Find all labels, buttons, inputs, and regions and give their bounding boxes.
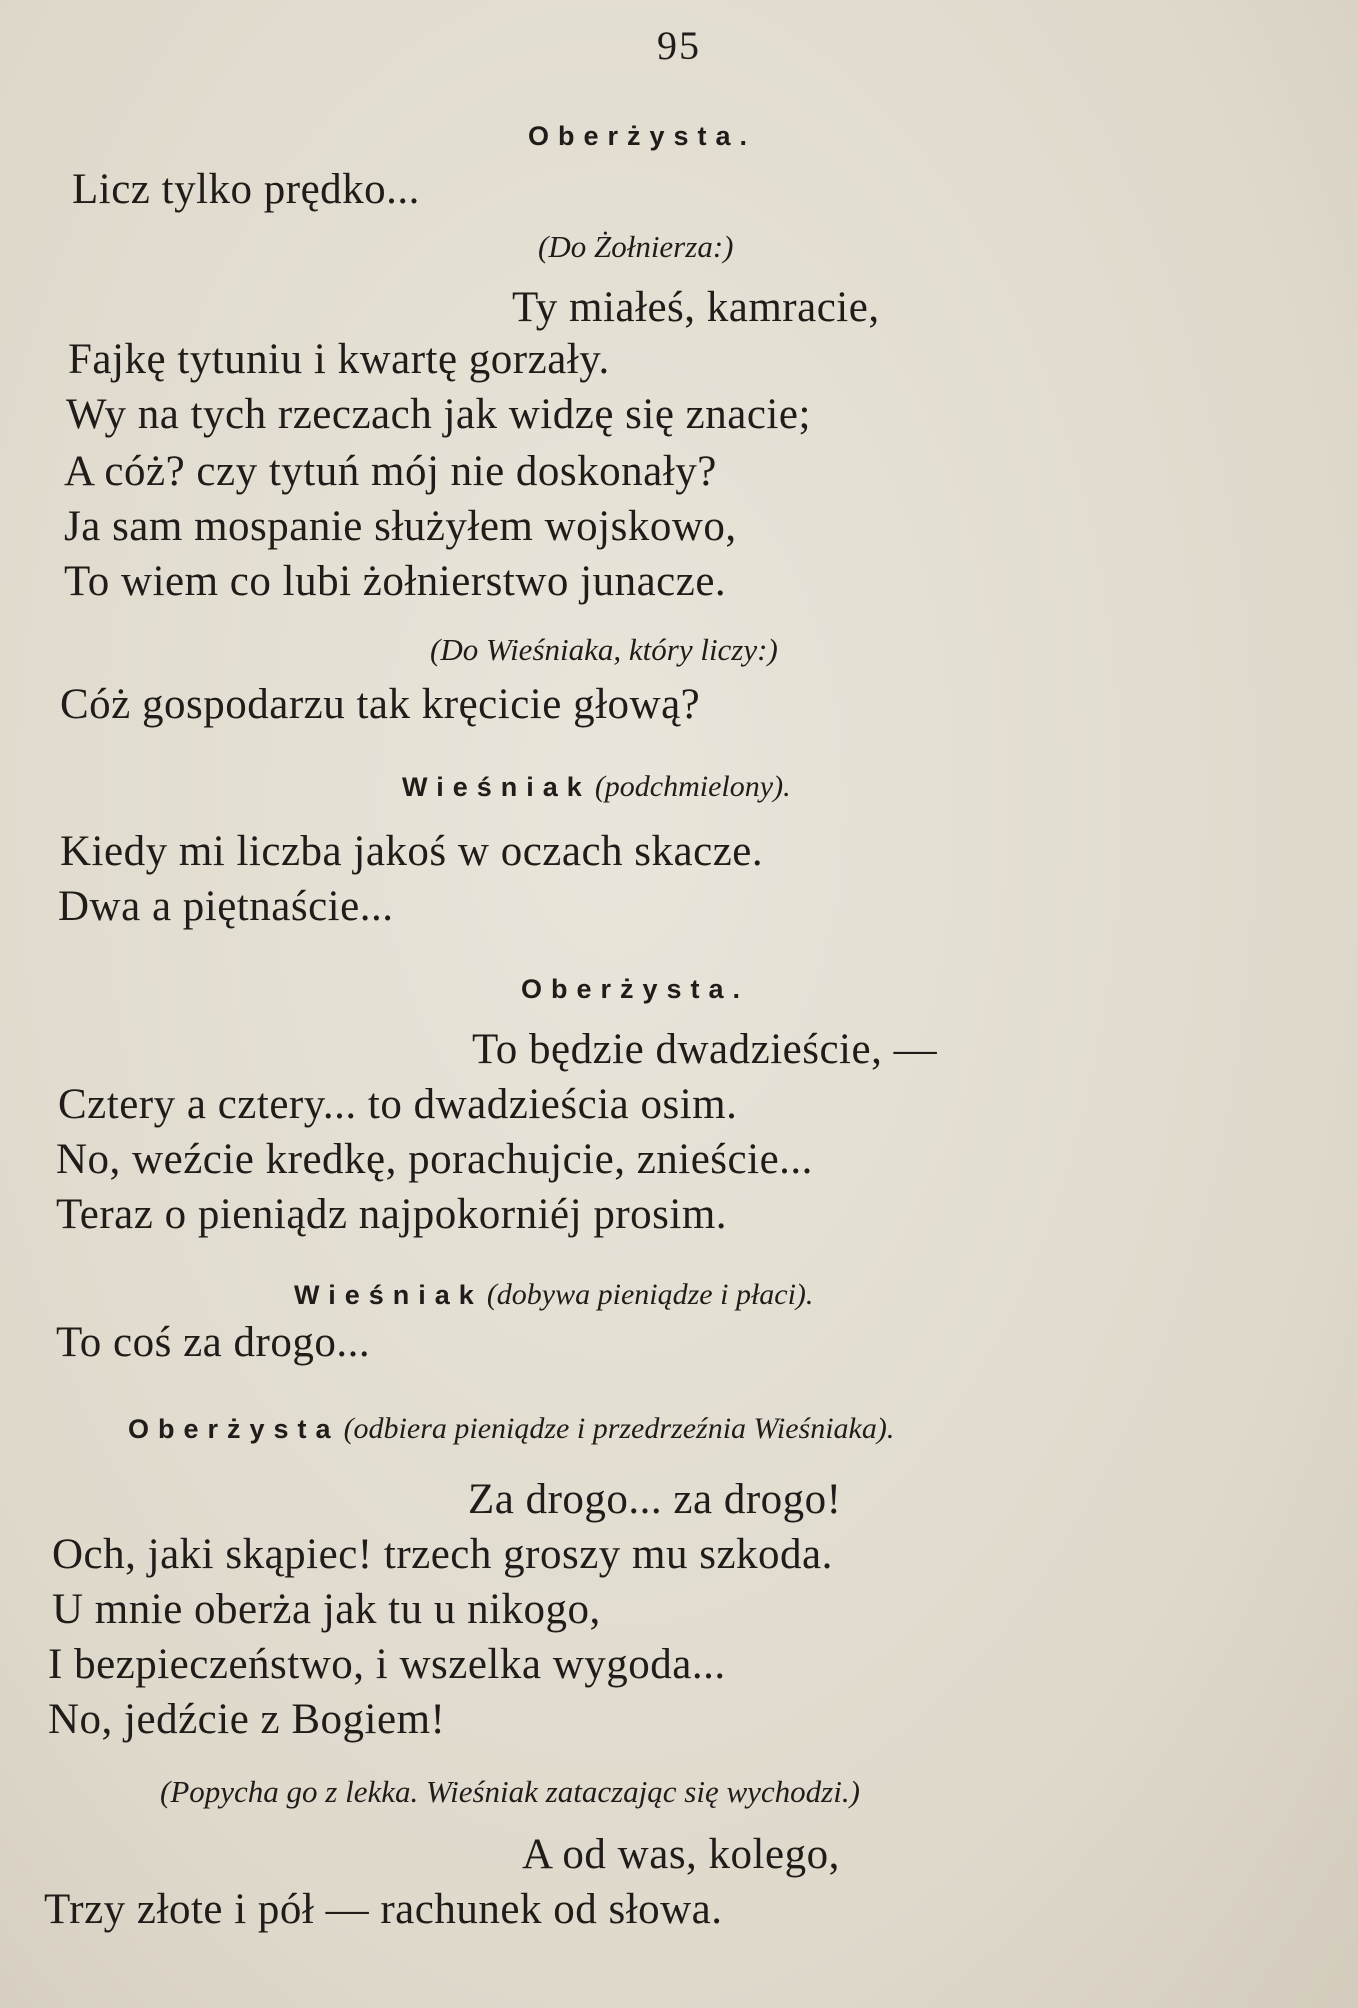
stage-direction: (Do Wieśniaka, który liczy:) — [430, 632, 778, 667]
verse-line: Fajkę tytuniu i kwartę gorzały. — [68, 336, 610, 383]
speaker-label: Wieśniak — [402, 772, 591, 802]
speaker-label: Wieśniak — [294, 1280, 483, 1310]
stage-direction: (podchmielony). — [594, 770, 791, 803]
verse-line: To coś za drogo... — [56, 1319, 371, 1366]
speaker-name — [402, 770, 791, 804]
verse-line: Cóż gospodarzu tak kręcicie głową? — [60, 681, 701, 728]
stage-direction: (dobywa pieniądze i płaci). — [486, 1278, 814, 1311]
verse-line: Teraz o pieniądz najpokorniéj prosim. — [56, 1191, 728, 1238]
stage-direction: (Popycha go z lekka. Wieśniak zataczając się wychodzi.) — [160, 1774, 860, 1809]
verse-line: A od was, kolego, — [522, 1831, 840, 1878]
verse-line: No, weźcie kredkę, porachujcie, znieście... — [56, 1136, 813, 1183]
verse-line: U mnie oberża jak tu u nikogo, — [52, 1586, 601, 1633]
verse-line: Licz tylko prędko... — [72, 166, 420, 213]
verse-line: Ty miałeś, kamracie, — [512, 284, 880, 331]
verse-line: Kiedy mi liczba jakoś w oczach skacze. — [60, 828, 764, 875]
speaker-name: Oberżysta. — [521, 974, 750, 1004]
stage-direction: (odbiera pieniądze i przedrzeźnia Wieśniaka). — [343, 1412, 895, 1445]
verse-line: Ja sam mospanie służyłem wojskowo, — [64, 503, 737, 550]
stage-direction: (Do Żołnierza:) — [538, 229, 734, 264]
verse-line: A cóż? czy tytuń mój nie doskonały? — [64, 448, 717, 495]
verse-line: To wiem co lubi żołnierstwo junacze. — [64, 558, 727, 605]
speaker-name: Oberżysta. — [528, 121, 757, 151]
verse-line: Za drogo... za drogo! — [468, 1476, 842, 1523]
verse-line: No, jedźcie z Bogiem! — [48, 1696, 446, 1743]
verse-line: Wy na tych rzeczach jak widzę się znacie; — [66, 391, 811, 438]
speaker-label: Oberżysta — [128, 1414, 340, 1444]
verse-line: Trzy złote i pół — rachunek od słowa. — [44, 1886, 723, 1933]
verse-line: Och, jaki skąpiec! trzech groszy mu szkoda. — [52, 1531, 833, 1578]
verse-line: To będzie dwadzieście, — — [472, 1026, 938, 1073]
speaker-name — [294, 1278, 813, 1312]
page-number: 95 — [657, 23, 701, 68]
verse-line: Cztery a cztery... to dwadzieścia osim. — [58, 1081, 738, 1128]
verse-line: I bezpieczeństwo, i wszelka wygoda... — [48, 1641, 726, 1688]
speaker-name — [128, 1412, 894, 1446]
verse-line: Dwa a piętnaście... — [58, 883, 394, 930]
